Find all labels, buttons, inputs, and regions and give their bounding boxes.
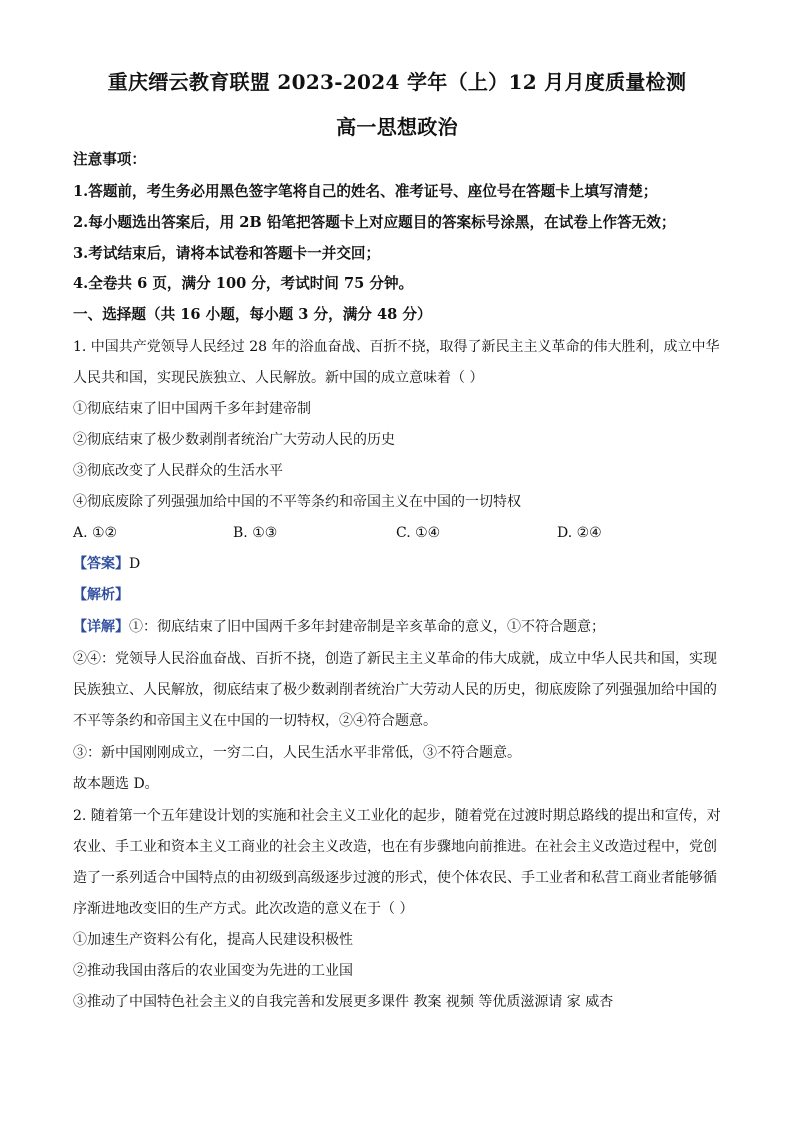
notice-item: 1.答题前，考生务必用黑色签字笔将自己的姓名、准考证号、座位号在答题卡上填写清楚； [73,183,658,200]
q1-statement: ③彻底改变了人民群众的生活水平 [73,463,283,479]
q1-answer [73,554,140,574]
q1-conclusion: 故本题选 D。 [73,776,159,792]
exam-subtitle: 高一思想政治 [336,115,458,139]
answer-value: D [129,556,141,572]
q2-stem-line: 农业、手工业和资本主义工商业的社会主义改造，也在有步骤地向前推进。在社会主义改造过程中，党创 [73,839,717,855]
q1-option-d: D. ②④ [557,525,602,541]
q2-statement: ②推动我国由落后的农业国变为先进的工业国 [73,963,353,979]
notice-heading: 注意事项： [73,151,146,168]
notice-item: 2.每小题选出答案后，用 2B 铅笔把答题卡上对应题目的答案标号涂黑，在试卷上作答无效； [73,214,676,231]
detail-tag: 【详解】 [73,619,129,635]
q1-detail-line [73,617,605,637]
section-heading: 一、选择题（共 16 小题，每小题 3 分，满分 48 分） [73,306,432,323]
q1-option-c: C. ①④ [396,525,441,541]
q1-analysis-heading [73,585,129,605]
q2-statement: ①加速生产资料公有化，提高人民建设积极性 [73,932,353,948]
q2-stem-line: 序渐进地改变旧的生产方式。此次改造的意义在于（ ） [73,901,414,917]
q1-stem-line: 人民共和国，实现民族独立、人民解放。新中国的成立意味着（ ） [73,370,484,386]
q1-statement: ④彻底废除了列强强加给中国的不平等条约和帝国主义在中国的一切特权 [73,494,521,510]
q1-statement: ①彻底结束了旧中国两千多年封建帝制 [73,401,311,417]
notice-item: 4.全卷共 6 页，满分 100 分，考试时间 75 分钟。 [73,275,414,292]
analysis-tag: 【解析】 [73,587,129,603]
q1-stem-line: 1. 中国共产党领导人民经过 28 年的浴血奋战、百折不挠，取得了新民主主义革命的伟大胜利，成立中华 [73,339,720,355]
q1-detail-line: ②④：党领导人民浴血奋战、百折不挠，创造了新民主主义革命的伟大成就，成立中华人民共和国，实现 [73,651,717,667]
detail-text: ①：彻底结束了旧中国两千多年封建帝制是辛亥革命的意义，①不符合题意； [129,619,605,635]
answer-tag: 【答案】 [73,556,129,572]
q2-stem-line: 2. 随着第一个五年建设计划的实施和社会主义工业化的起步，随着党在过渡时期总路线的提出和宣传，对 [73,808,721,824]
q2-stem-line: 造了一系列适合中国特点的由初级到高级逐步过渡的形式，使个体农民、手工业者和私营工商业者能够循 [73,870,717,886]
q1-statement: ②彻底结束了极少数剥削者统治广大劳动人民的历史 [73,432,395,448]
notice-item: 3.考试结束后，请将本试卷和答题卡一并交回； [73,245,381,262]
q1-detail-line: 不平等条约和帝国主义在中国的一切特权，②④符合题意。 [73,713,437,729]
q2-statement: ③推动了中国特色社会主义的自我完善和发展更多课件 教案 视频 等优质滋源请 家 威杏 [73,994,614,1010]
q1-detail-line: ③：新中国刚刚成立，一穷二白，人民生活水平非常低，③不符合题意。 [73,745,521,761]
q1-detail-line: 民族独立、人民解放，彻底结束了极少数剥削者统治广大劳动人民的历史，彻底废除了列强强加给中国的 [73,682,717,698]
exam-title: 重庆缙云教育联盟 2023-2024 学年（上）12 月月度质量检测 [107,70,687,94]
q1-option-b: B. ①③ [233,525,278,541]
q1-option-a: A. ①② [73,525,118,541]
